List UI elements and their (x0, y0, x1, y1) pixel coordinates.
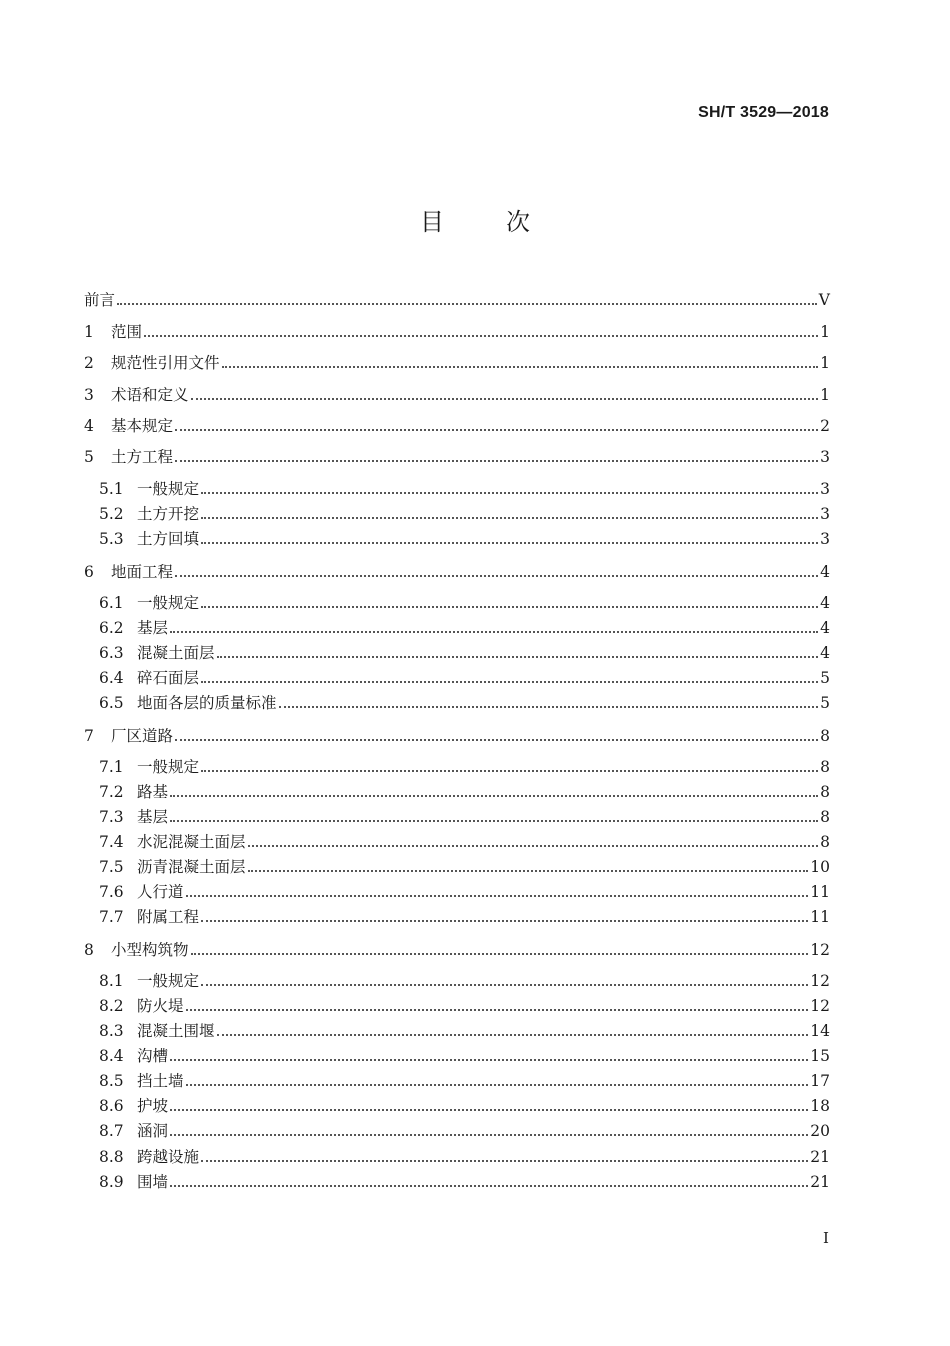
toc-entry-number: 2 (84, 354, 94, 372)
toc-entry[interactable] (83, 321, 830, 343)
toc-leader-dots (201, 606, 818, 608)
toc-entry-page: 8 (820, 833, 830, 851)
toc-entry-page: 4 (820, 563, 830, 581)
toc-entry-number: 8.8 (99, 1148, 124, 1166)
toc-entry-page: 8 (820, 783, 830, 801)
toc-entry-number: 5.2 (99, 505, 124, 523)
toc-entry[interactable] (83, 561, 830, 583)
toc-entry-page: 20 (810, 1122, 830, 1140)
toc-entry[interactable] (83, 781, 830, 803)
toc-entry-page: 1 (820, 354, 830, 372)
toc-leader-dots (186, 1009, 809, 1011)
toc-entry-title: 一般规定 (137, 480, 200, 498)
toc-entry-page: V (818, 291, 830, 309)
toc-entry[interactable] (83, 906, 830, 928)
toc-entry-title: 土方开挖 (137, 505, 200, 523)
toc-entry-number: 7.7 (99, 908, 124, 926)
toc-entry-title: 厂区道路 (111, 727, 174, 745)
toc-entry[interactable] (83, 806, 830, 828)
toc-entry[interactable] (83, 1045, 830, 1067)
toc-entry[interactable] (83, 617, 830, 639)
toc-entry-page: 4 (820, 644, 830, 662)
toc-entry-page: 21 (810, 1148, 830, 1166)
toc-entry-title: 小型构筑物 (111, 941, 189, 959)
toc-entry-number: 8.5 (99, 1072, 124, 1090)
toc-entry-title: 碎石面层 (137, 669, 200, 687)
toc-entry-number: 8.2 (99, 997, 124, 1015)
toc-entry[interactable] (83, 1095, 830, 1117)
toc-entry[interactable] (83, 831, 830, 853)
toc-entry[interactable] (83, 352, 830, 374)
toc-leader-dots (201, 770, 818, 772)
toc-leader-dots (222, 366, 819, 368)
toc-entry[interactable] (83, 289, 830, 311)
toc-entry[interactable] (83, 592, 830, 614)
toc-entry-title: 土方回填 (137, 530, 200, 548)
toc-entry-title: 前言 (84, 291, 116, 309)
toc-entry-title: 基层 (137, 808, 169, 826)
toc-leader-dots (144, 335, 818, 337)
toc-entry-page: 8 (820, 727, 830, 745)
toc-entry-title: 跨越设施 (137, 1148, 200, 1166)
toc-leader-dots (217, 1034, 809, 1036)
toc-entry[interactable] (83, 1171, 830, 1193)
toc-entry-page: 11 (810, 883, 830, 901)
toc-entry-number: 6.1 (99, 594, 124, 612)
toc-entry-title: 附属工程 (137, 908, 200, 926)
toc-leader-dots (279, 706, 819, 708)
toc-entry-title: 沥青混凝土面层 (137, 858, 246, 876)
toc-entry-number: 6.3 (99, 644, 124, 662)
toc-entry-number: 7.6 (99, 883, 124, 901)
toc-entry-number: 7.5 (99, 858, 124, 876)
toc-entry[interactable] (83, 415, 830, 437)
toc-leader-dots (201, 492, 818, 494)
toc-entry[interactable] (83, 384, 830, 406)
toc-entry-page: 4 (820, 619, 830, 637)
toc-entry-number: 8.7 (99, 1122, 124, 1140)
toc-entry[interactable] (83, 1120, 830, 1142)
toc-entry-title: 范围 (111, 323, 143, 341)
toc-entry-number: 7.1 (99, 758, 124, 776)
toc-title-right: 次 (506, 208, 530, 236)
toc-entry[interactable] (83, 528, 830, 550)
toc-entry-number: 5.1 (99, 480, 124, 498)
toc-entry[interactable] (83, 1020, 830, 1042)
toc-leader-dots (248, 845, 819, 847)
toc-leader-dots (248, 870, 809, 872)
toc-entry-page: 1 (820, 323, 830, 341)
toc-entry-title: 地面各层的质量标准 (137, 694, 277, 712)
page-number: I (823, 1229, 829, 1247)
toc-entry-title: 围墙 (137, 1173, 169, 1191)
toc-entry-number: 7.4 (99, 833, 124, 851)
toc-entry-number: 1 (84, 323, 94, 341)
toc-leader-dots (201, 984, 808, 986)
toc-entry-page: 3 (820, 505, 830, 523)
toc-leader-dots (191, 953, 809, 955)
toc-entry-page: 5 (820, 669, 830, 687)
toc-entry-title: 护坡 (137, 1097, 169, 1115)
toc-title (0, 202, 950, 237)
toc-entry[interactable] (83, 478, 830, 500)
toc-entry-page: 4 (820, 594, 830, 612)
toc-entry-title: 路基 (137, 783, 169, 801)
toc-leader-dots (170, 795, 818, 797)
toc-entry-number: 8.9 (99, 1173, 124, 1191)
toc-entry[interactable] (83, 856, 830, 878)
standard-code: SH/T 3529—2018 (698, 104, 829, 121)
toc-entry-page: 17 (810, 1072, 830, 1090)
toc-entry-number: 4 (84, 417, 94, 435)
toc-leader-dots (175, 575, 818, 577)
toc-leader-dots (170, 631, 818, 633)
toc-leader-dots (201, 542, 818, 544)
toc-entry-title: 一般规定 (137, 972, 200, 990)
toc-entry-page: 15 (810, 1047, 830, 1065)
toc-entry-page: 18 (810, 1097, 830, 1115)
toc-leader-dots (170, 820, 818, 822)
toc-entry-page: 10 (810, 858, 830, 876)
toc-leader-dots (175, 739, 818, 741)
toc-leader-dots (175, 429, 818, 431)
toc-entry-title: 规范性引用文件 (111, 354, 220, 372)
toc-entry-page: 11 (810, 908, 830, 926)
toc-leader-dots (170, 1109, 808, 1111)
toc-entry-title: 水泥混凝土面层 (137, 833, 246, 851)
toc-entry-page: 3 (820, 480, 830, 498)
toc-entry-title: 术语和定义 (111, 386, 189, 404)
toc-entry-title: 基层 (137, 619, 169, 637)
toc-entry[interactable] (83, 725, 830, 747)
toc-entry-page: 8 (820, 808, 830, 826)
toc-leader-dots (117, 303, 817, 305)
toc-entry-number: 8.3 (99, 1022, 124, 1040)
toc-entry-number: 8.4 (99, 1047, 124, 1065)
toc-entry-title: 人行道 (137, 883, 184, 901)
toc-leader-dots (217, 656, 819, 658)
toc-entry-title: 一般规定 (137, 594, 200, 612)
toc-entry-page: 2 (820, 417, 830, 435)
toc-entry-title: 涵洞 (137, 1122, 169, 1140)
toc-entry-number: 8.1 (99, 972, 124, 990)
toc-entry[interactable] (83, 1146, 830, 1168)
toc-entry-number: 8.6 (99, 1097, 124, 1115)
toc-entry-page: 12 (810, 972, 830, 990)
toc-entry-number: 6 (84, 563, 94, 581)
toc-leader-dots (201, 517, 818, 519)
toc-leader-dots (186, 1084, 809, 1086)
toc-leader-dots (170, 1059, 808, 1061)
toc-entry-title: 混凝土面层 (137, 644, 215, 662)
toc-entry-title: 一般规定 (137, 758, 200, 776)
toc-entry[interactable] (83, 881, 830, 903)
toc-entry[interactable] (83, 1070, 830, 1092)
toc-entry-title: 地面工程 (111, 563, 174, 581)
toc-leader-dots (201, 681, 818, 683)
toc-entry-title: 基本规定 (111, 417, 174, 435)
toc-entry[interactable] (83, 503, 830, 525)
toc-entry[interactable] (83, 446, 830, 468)
toc-entry-number: 7 (84, 727, 94, 745)
toc-entry-number: 6.5 (99, 694, 124, 712)
toc-title-left: 目 (420, 208, 444, 236)
toc-leader-dots (201, 1160, 808, 1162)
toc-entry[interactable] (83, 995, 830, 1017)
toc-leader-dots (191, 398, 819, 400)
toc-entry-page: 14 (810, 1022, 830, 1040)
toc-entry[interactable] (83, 642, 830, 664)
toc-entry[interactable] (83, 970, 830, 992)
toc-entry-title: 挡土墙 (137, 1072, 184, 1090)
toc-entry[interactable] (83, 939, 830, 961)
toc-entry-title: 土方工程 (111, 448, 174, 466)
toc-entry-number: 5 (84, 448, 94, 466)
toc-entry-number: 7.2 (99, 783, 124, 801)
toc-leader-dots (170, 1134, 808, 1136)
toc-entry-title: 防火堤 (137, 997, 184, 1015)
toc-entry-number: 8 (84, 941, 94, 959)
toc-entry[interactable] (83, 692, 830, 714)
toc-entry-number: 3 (84, 386, 94, 404)
toc-entry[interactable] (83, 667, 830, 689)
toc-entry-page: 21 (810, 1173, 830, 1191)
toc-entry-title: 混凝土围堰 (137, 1022, 215, 1040)
toc-entry-number: 6.2 (99, 619, 124, 637)
toc-entry-page: 3 (820, 530, 830, 548)
toc-entry-page: 5 (820, 694, 830, 712)
toc-leader-dots (201, 920, 808, 922)
toc-entry[interactable] (83, 756, 830, 778)
toc-entry-number: 7.3 (99, 808, 124, 826)
toc-entry-page: 8 (820, 758, 830, 776)
toc-entry-page: 12 (810, 997, 830, 1015)
toc-leader-dots (186, 895, 809, 897)
toc-entry-page: 12 (810, 941, 830, 959)
toc-leader-dots (170, 1185, 808, 1187)
toc-entry-number: 5.3 (99, 530, 124, 548)
toc-entry-page: 3 (820, 448, 830, 466)
toc-entry-number: 6.4 (99, 669, 124, 687)
toc-entry-title: 沟槽 (137, 1047, 169, 1065)
toc-leader-dots (175, 460, 818, 462)
toc-entry-page: 1 (820, 386, 830, 404)
